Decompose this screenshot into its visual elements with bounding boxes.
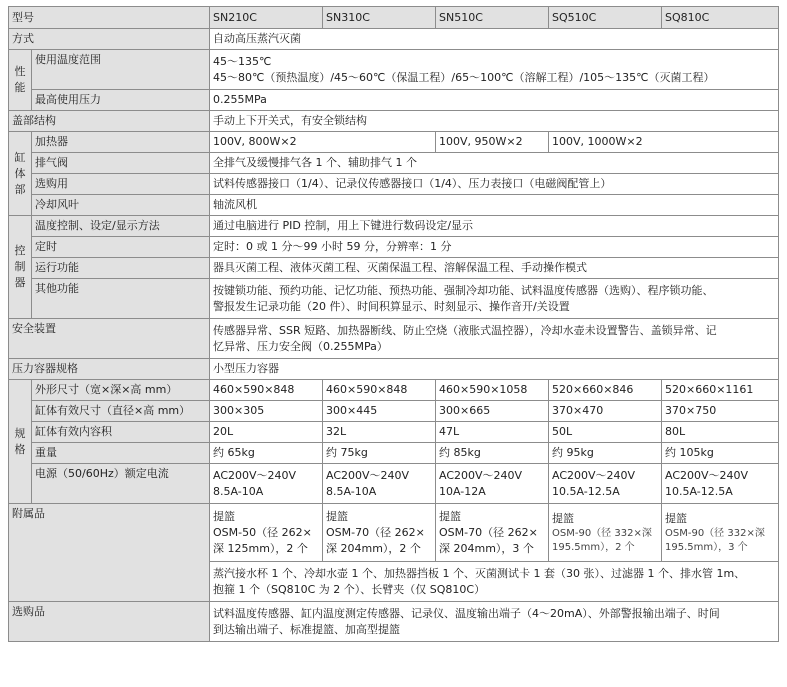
model-sq810c: SQ810C — [662, 7, 779, 29]
inner-size-row — [9, 401, 779, 422]
run-function-label: 运行功能 — [32, 258, 210, 279]
power-cell — [210, 464, 323, 504]
exhaust-label: 排气阀 — [32, 153, 210, 174]
basket-size: 195.5mm），2 个 — [552, 541, 635, 553]
weight-row — [9, 443, 779, 464]
run-function-row — [9, 258, 779, 279]
lid-row — [9, 111, 779, 132]
power-current: 10.5A-12.5A — [665, 484, 733, 498]
max-pressure-value: 0.255MPa — [210, 90, 779, 111]
heater-value-c: 100V, 1000W×2 — [549, 132, 779, 153]
exhaust-value: 全排气及缓慢排气各 1 个、辅助排气 1 个 — [210, 153, 779, 174]
inner-size-cell: 300×445 — [323, 401, 436, 422]
basket-size: 深 204mm），2 个 — [326, 541, 421, 555]
basket-model: OSM-70（径 262× — [326, 525, 425, 539]
volume-cell: 80L — [662, 422, 779, 443]
heater-label: 加热器 — [32, 132, 210, 153]
vessel-spec-value: 小型压力容器 — [210, 359, 779, 380]
fan-row — [9, 195, 779, 216]
power-voltage: AC200V～240V — [552, 468, 636, 482]
volume-cell: 47L — [436, 422, 549, 443]
power-voltage: AC200V～240V — [213, 468, 297, 482]
other-function-line1: 按键锁功能、预约功能、记忆功能、预热功能、强制冷却功能、试料温度传感器（选购）、程序锁功能、 — [213, 283, 714, 297]
vessel-group-label — [9, 132, 32, 216]
accessory-common-line1: 蒸汽接水杯 1 个、冷却水壶 1 个、加热器挡板 1 个、灭菌测试卡 1 套（30 张）、过滤器 1 个、排水管 1m、 — [213, 566, 746, 580]
volume-cell: 32L — [323, 422, 436, 443]
power-row — [9, 464, 779, 504]
vessel-spec-row — [9, 359, 779, 380]
basket-cell — [210, 504, 323, 562]
outer-size-cell: 460×590×848 — [323, 380, 436, 401]
other-function-label: 其他功能 — [32, 279, 210, 319]
power-cell — [323, 464, 436, 504]
controller-char-2: 制 — [14, 260, 26, 273]
inner-size-label: 缸体有效尺寸（直径×高 mm） — [32, 401, 210, 422]
model-label: 型号 — [9, 7, 210, 29]
volume-cell: 50L — [549, 422, 662, 443]
temp-range-label: 使用温度范围 — [32, 50, 210, 90]
options-value — [210, 602, 779, 642]
power-current: 10A-12A — [439, 484, 486, 498]
power-label: 电源（50/60Hz）额定电流 — [32, 464, 210, 504]
inner-size-cell: 300×305 — [210, 401, 323, 422]
accessory-common-value — [210, 562, 779, 602]
spec-char-2: 格 — [14, 442, 26, 456]
power-cell — [436, 464, 549, 504]
timer-label: 定时 — [32, 237, 210, 258]
controller-char-1: 控 — [14, 244, 26, 257]
performance-temp-row — [9, 50, 779, 90]
lid-value: 手动上下开关式，有安全锁结构 — [210, 111, 779, 132]
vessel-char-3: 部 — [14, 182, 26, 196]
model-sq510c: SQ510C — [549, 7, 662, 29]
other-function-line2: 警报发生记录功能（20 件）、时间积算显示、时刻显示、操作音开/关设置 — [213, 299, 570, 313]
temp-control-label: 温度控制、设定/显示方法 — [32, 216, 210, 237]
safety-line1: 传感器异常、SSR 短路、加热器断线、防止空烧（液胀式温控器），冷却水壶未设置警告、盖锁异常、记 — [213, 323, 717, 337]
basket-cell — [549, 504, 662, 562]
heater-value-b: 100V, 950W×2 — [436, 132, 549, 153]
method-row — [9, 29, 779, 50]
options-row — [9, 602, 779, 642]
safety-line2: 忆异常、压力安全阀（0.255MPa） — [213, 339, 388, 353]
performance-group-label — [9, 50, 32, 111]
basket-size: 深 204mm），3 个 — [439, 541, 534, 555]
volume-label: 缸体有效内容积 — [32, 422, 210, 443]
other-function-value — [210, 279, 779, 319]
temp-range-line2: 45～80℃（预热温度）/45～60℃（保温工程）/65～100℃（溶解工程）/105～135℃（灭菌工程） — [213, 70, 715, 84]
power-voltage: AC200V～240V — [439, 468, 523, 482]
options-line1: 试料温度传感器、缸内温度测定传感器、记录仪、温度输出端子（4～20mA）、外部警报输出端子、时间 — [213, 606, 720, 620]
fan-label: 冷却风叶 — [32, 195, 210, 216]
accessories-label: 附属品 — [9, 504, 210, 602]
spec-table — [8, 6, 779, 642]
model-sn510c: SN510C — [436, 7, 549, 29]
power-current: 10.5A-12.5A — [552, 484, 620, 498]
basket-cell — [662, 504, 779, 562]
header-row — [9, 7, 779, 29]
model-sn210c: SN210C — [210, 7, 323, 29]
basket-model: OSM-90（径 332×深 — [552, 527, 652, 539]
basket-model: OSM-50（径 262× — [213, 525, 312, 539]
safety-row — [9, 319, 779, 359]
option-port-value: 试料传感器接口（1/4）、记录仪传感器接口（1/4）、压力表接口（电磁阀配管上） — [210, 174, 779, 195]
vessel-char-1: 缸 — [14, 150, 26, 164]
controller-char-3: 器 — [14, 276, 26, 289]
power-voltage: AC200V～240V — [665, 468, 749, 482]
spec-group-label — [9, 380, 32, 504]
basket-model: OSM-90（径 332×深 — [665, 527, 765, 539]
performance-char-1: 性 — [14, 65, 26, 78]
volume-row — [9, 422, 779, 443]
power-cell — [662, 464, 779, 504]
timer-row — [9, 237, 779, 258]
vessel-char-2: 体 — [14, 166, 26, 180]
spec-char-1: 规 — [14, 426, 26, 440]
weight-cell: 约 95kg — [549, 443, 662, 464]
temp-range-value — [210, 50, 779, 90]
heater-value-a: 100V, 800W×2 — [210, 132, 436, 153]
safety-value — [210, 319, 779, 359]
inner-size-cell: 300×665 — [436, 401, 549, 422]
basket-word: 提篮 — [326, 509, 348, 523]
option-port-label: 选购用 — [32, 174, 210, 195]
max-pressure-label: 最高使用压力 — [32, 90, 210, 111]
basket-size: 195.5mm），3 个 — [665, 541, 748, 553]
temp-range-line1: 45～135℃ — [213, 54, 272, 68]
weight-cell: 约 75kg — [323, 443, 436, 464]
power-cell — [549, 464, 662, 504]
options-line2: 到达输出端子、标准提篮、加高型提篮 — [213, 622, 400, 636]
accessory-common-line2: 抱箍 1 个（SQ810C 为 2 个）、长臂夹（仅 SQ810C） — [213, 582, 486, 596]
controller-group-label — [9, 216, 32, 319]
inner-size-cell: 370×750 — [662, 401, 779, 422]
performance-pressure-row — [9, 90, 779, 111]
inner-size-cell: 370×470 — [549, 401, 662, 422]
performance-char-2: 能 — [14, 81, 26, 94]
fan-value: 轴流风机 — [210, 195, 779, 216]
run-function-value: 器具灭菌工程、液体灭菌工程、灭菌保温工程、溶解保温工程、手动操作模式 — [210, 258, 779, 279]
lid-label: 盖部结构 — [9, 111, 210, 132]
basket-cell — [436, 504, 549, 562]
weight-cell: 约 105kg — [662, 443, 779, 464]
outer-size-cell: 520×660×1161 — [662, 380, 779, 401]
basket-word: 提篮 — [213, 509, 235, 523]
safety-label: 安全装置 — [9, 319, 210, 359]
power-current: 8.5A-10A — [213, 484, 264, 498]
basket-size: 深 125mm），2 个 — [213, 541, 308, 555]
method-value: 自动高压蒸汽灭菌 — [210, 29, 779, 50]
basket-word: 提篮 — [552, 511, 574, 525]
options-label: 选购品 — [9, 602, 210, 642]
other-function-row — [9, 279, 779, 319]
option-port-row — [9, 174, 779, 195]
outer-size-cell: 520×660×846 — [549, 380, 662, 401]
weight-label: 重量 — [32, 443, 210, 464]
temp-control-value: 通过电脑进行 PID 控制，用上下键进行数码设定/显示 — [210, 216, 779, 237]
vessel-spec-label: 压力容器规格 — [9, 359, 210, 380]
accessory-basket-row — [9, 504, 779, 562]
basket-cell — [323, 504, 436, 562]
basket-word: 提篮 — [439, 509, 461, 523]
basket-model: OSM-70（径 262× — [439, 525, 538, 539]
exhaust-row — [9, 153, 779, 174]
power-current: 8.5A-10A — [326, 484, 377, 498]
outer-size-row — [9, 380, 779, 401]
power-voltage: AC200V～240V — [326, 468, 410, 482]
volume-cell: 20L — [210, 422, 323, 443]
weight-cell: 约 65kg — [210, 443, 323, 464]
temp-control-row — [9, 216, 779, 237]
model-sn310c: SN310C — [323, 7, 436, 29]
timer-value: 定时：0 或 1 分～99 小时 59 分，分辨率：1 分 — [210, 237, 779, 258]
outer-size-cell: 460×590×848 — [210, 380, 323, 401]
outer-size-cell: 460×590×1058 — [436, 380, 549, 401]
weight-cell: 约 85kg — [436, 443, 549, 464]
outer-size-label: 外形尺寸（宽×深×高 mm） — [32, 380, 210, 401]
method-label: 方式 — [9, 29, 210, 50]
heater-row — [9, 132, 779, 153]
basket-word: 提篮 — [665, 511, 687, 525]
